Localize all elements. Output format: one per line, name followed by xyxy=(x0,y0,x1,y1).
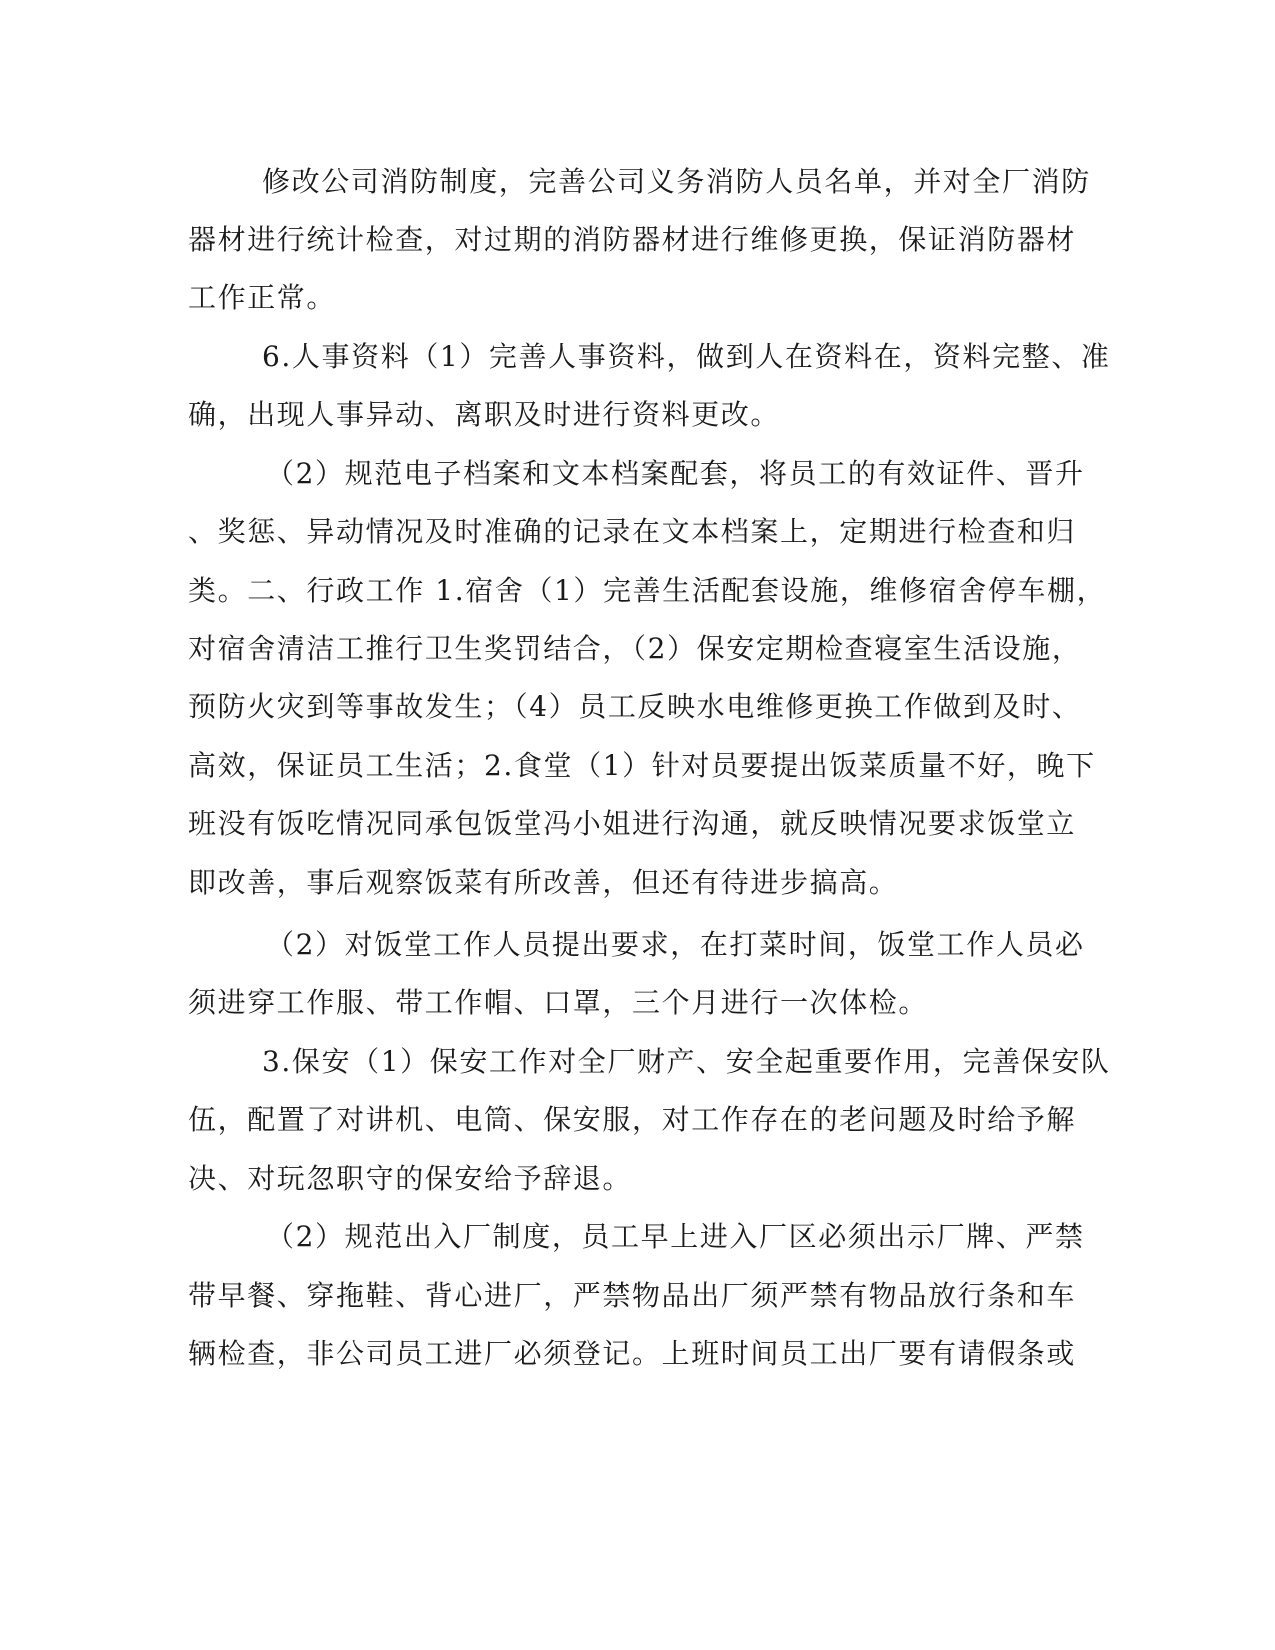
text-line-17: 伍，配置了对讲机、电筒、保安服，对工作存在的老问题及时给予解 xyxy=(188,1103,1077,1136)
text-line-13: 即改善，事后观察饭菜有所改善，但还有待进步搞高。 xyxy=(188,866,899,899)
text-line-9: 对宿舍清洁工推行卫生奖罚结合，（2）保安定期检查寝室生活设施， xyxy=(188,632,1082,665)
text-line-14: （2）对饭堂工作人员提出要求，在打菜时间，饭堂工作人员必 xyxy=(266,928,1085,961)
text-line-7: 、奖惩、异动情况及时准确的记录在文本档案上，定期进行检查和归 xyxy=(188,515,1077,548)
text-line-5: 确，出现人事异动、离职及时进行资料更改。 xyxy=(188,398,781,431)
text-line-4: 6.人事资料（1）完善人事资料，做到人在资料在，资料完整、准 xyxy=(262,340,1111,373)
text-line-20: 带早餐、穿拖鞋、背心进厂，严禁物品出厂须严禁有物品放行条和车 xyxy=(188,1279,1077,1312)
text-line-3: 工作正常。 xyxy=(188,281,337,314)
text-line-21: 辆检查，非公司员工进厂必须登记。上班时间员工出厂要有请假条或 xyxy=(188,1337,1077,1370)
text-line-8: 类。二、行政工作 1.宿舍（1）完善生活配套设施，维修宿舍停车棚， xyxy=(188,574,1107,607)
text-line-12: 班没有饭吃情况同承包饭堂冯小姐进行沟通，就反映情况要求饭堂立 xyxy=(188,807,1077,840)
text-line-6: （2）规范电子档案和文本档案配套，将员工的有效证件、晋升 xyxy=(266,457,1085,490)
text-line-15: 须进穿工作服、带工作帽、口罩，三个月进行一次体检。 xyxy=(188,986,929,1019)
text-line-2: 器材进行统计检查，对过期的消防器材进行维修更换，保证消防器材 xyxy=(188,223,1077,256)
text-line-19: （2）规范出入厂制度，员工早上进入厂区必须出示厂牌、严禁 xyxy=(266,1220,1085,1253)
text-line-10: 预防火灾到等事故发生；（4）员工反映水电维修更换工作做到及时、 xyxy=(188,690,1082,723)
text-line-11: 高效，保证员工生活；2.食堂（1）针对员要提出饭菜质量不好，晚下 xyxy=(188,749,1096,782)
text-line-18: 决、对玩忽职守的保安给予辞退。 xyxy=(188,1162,633,1195)
text-line-1: 修改公司消防制度，完善公司义务消防人员名单，并对全厂消防 xyxy=(262,165,1091,198)
text-line-16: 3.保安（1）保安工作对全厂财产、安全起重要作用，完善保安队 xyxy=(262,1045,1111,1078)
